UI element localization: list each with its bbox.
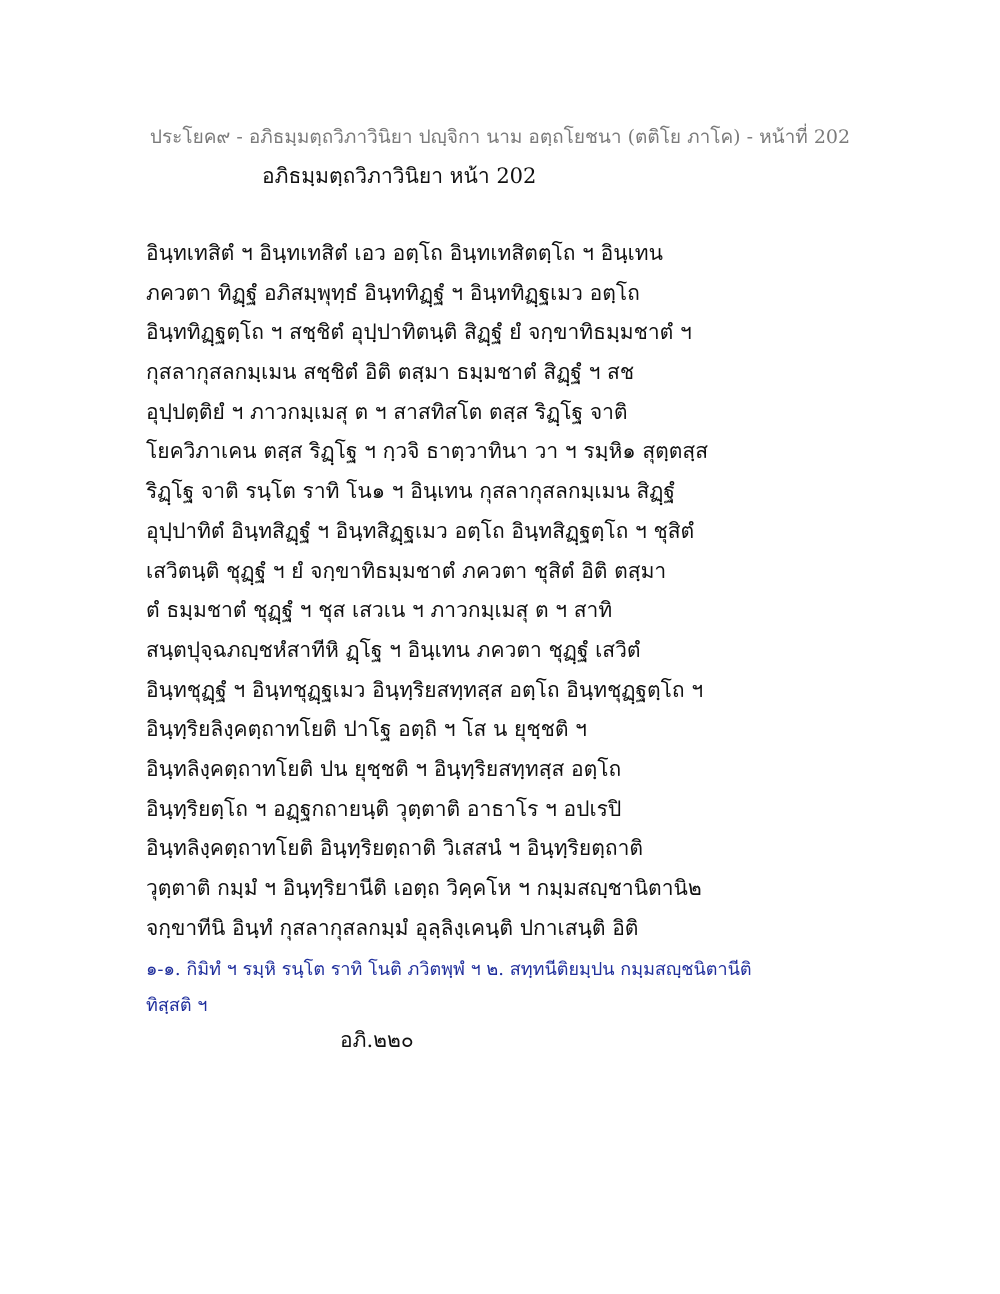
text-line: อินฺทฺริยลิงฺคตฺถาทโยติ ปาโฐ อตฺถิ ฯ โส น ยุชฺชติ ฯ [146,717,587,742]
text-line: อินฺททิฏฺฐตฺโถ ฯ สชฺชิตํ อุปฺปาทิตนฺติ สิฏฺฐํ ยํ จกฺขาทิธมฺมชาตํ ฯ [146,320,692,345]
text-line: โยควิภาเคน ตสฺส ริฏฺโฐ ฯ กฺวจิ ธาตฺวาทินา วา ฯ รมฺหิ๑ สุตฺตสฺส [146,439,709,464]
footnote-block [146,952,966,1024]
body-text [146,234,946,948]
page-title: อภิธมฺมตฺถวิภาวินิยา หน้า 202 [262,164,537,188]
text-line: อินฺทเทสิตํ ฯ อินฺทเทสิตํ เอว อตฺโถ อินฺทเทสิตตฺโถ ฯ อินฺเทน [146,241,663,265]
running-header: ประโยค๙ - อภิธมฺมตฺถวิภาวินิยา ปญฺจิกา นาม อตฺถโยชนา (ตติโย ภาโค) - หน้าที่ 202 [149,126,851,148]
footnote-line: ๑-๑. กิมิทํ ฯ รมฺหิ รนฺโต ราทิ โนติ ภวิตพฺพํ ฯ ๒. สทฺทนีติยมฺปน กมฺมสญฺชนิตานีติ [146,959,752,980]
text-line: กุสลากุสลกมฺเมน สชฺชิตํ อิติ ตสฺมา ธมฺมชาตํ สิฏฺฐํ ฯ สช [146,360,635,385]
text-line: ริฏฺโฐ จาติ รนฺโต ราทิ โน๑ ฯ อินฺเทน กุสลากุสลกมฺเมน สิฏฺฐํ [146,479,675,504]
text-line: เสวิตนฺติ ชุฏฺฐํ ฯ ยํ จกฺขาทิธมฺมชาตํ ภควตา ชุสิตํ อิติ ตสฺมา [146,558,667,583]
page-reference: อภิ.๒๒๐ [340,1028,414,1052]
text-line: อินฺทลิงฺคตฺถาทโยติ ปน ยุชฺชติ ฯ อินฺทฺริยสทฺทสฺส อตฺโถ [146,756,622,781]
text-line: อุปฺปตฺติยํ ฯ ภาวกมฺเมสุ ต ฯ สาสทิสโต ตสฺส ริฏฺโฐ จาติ [146,399,628,424]
text-line: วุตฺตาติ กมฺมํ ฯ อินฺทฺริยานีติ เอตฺถ วิคฺคโห ฯ กมฺมสญฺชานิตานิ๒ [146,876,702,900]
text-line: ภควตา ทิฏฺฐํ อภิสมฺพุทฺธํ อินฺททิฏฺฐํ ฯ อินฺททิฏฺฐเมว อตฺโถ [146,280,640,305]
text-line: อินฺทฺริยตฺโถ ฯ อฏฺฐกถายนฺติ วุตฺตาติ อาธาโร ฯ อปเรปิ [146,796,622,821]
text-line: สนฺตปุจฺฉภญฺชหํสาทีหิ ฏฺโฐ ฯ อินฺเทน ภควตา ชุฏฺฐํ เสวิตํ [146,637,641,662]
text-line: จกฺขาทีนิ อินฺทํ กุสลากุสลกมฺมํ อุลฺลิงฺเคนฺติ ปกาเสนฺติ อิติ [146,915,639,940]
text-line: อินฺทลิงฺคตฺถาทโยติ อินฺทฺริยตฺถาติ วิเสสนํ ฯ อินฺทฺริยตฺถาติ [146,836,643,861]
text-line: อุปฺปาทิตํ อินฺทสิฏฺฐํ ฯ อินฺทสิฏฺฐเมว อตฺโถ อินฺทสิฏฺฐตฺโถ ฯ ชุสิตํ [146,518,695,543]
footnote-line: ทิสฺสติ ฯ [146,995,208,1016]
text-line: ตํ ธมฺมชาตํ ชุฏฺฐํ ฯ ชุส เสวเน ฯ ภาวกมฺเมสุ ต ฯ สาทิ [146,598,613,623]
text-line: อินฺทชุฏฺฐํ ฯ อินฺทชุฏฺฐเมว อินฺทฺริยสทฺทสฺส อตฺโถ อินฺทชุฏฺฐตฺโถ ฯ [146,677,704,702]
